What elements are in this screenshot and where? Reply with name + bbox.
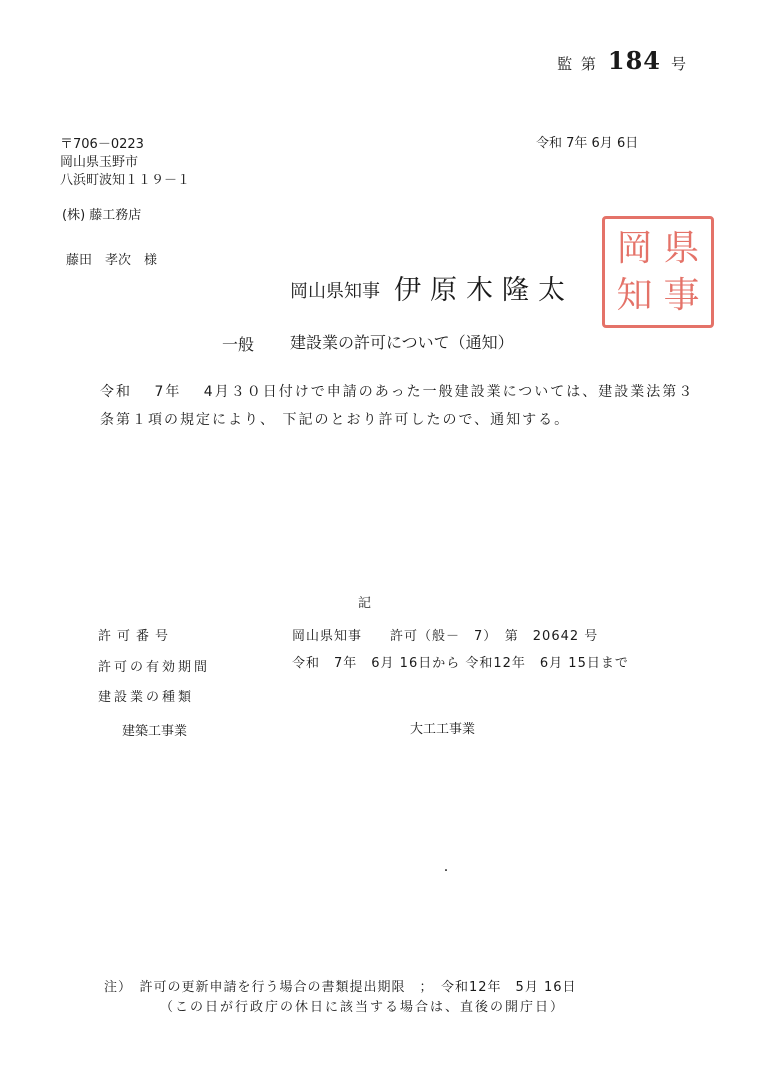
recipient-address [60, 136, 190, 190]
doc-number-value: 184 [607, 46, 661, 75]
license-type-label: 一般 [222, 335, 255, 354]
permit-number-value: 岡山県知事 許可（般－ 7） 第 20642 号 [292, 629, 599, 644]
company-name: (株) 藤工務店 [62, 208, 142, 223]
doc-number-prefix: 監 第 [557, 55, 598, 73]
ki-heading: 記 [358, 596, 372, 611]
seal-char: 岡 [616, 227, 653, 269]
subject-title: 建設業の許可について（通知） [290, 333, 514, 352]
stray-mark: ・ [441, 866, 451, 877]
recipient-name: 藤田 孝次 様 [66, 253, 158, 268]
body-text: 令和 7年 4月３０日付けで申請のあった一般建設業については、建設業法第３条第１項の規定により、 下記のとおり許可したので、通知する。 [100, 384, 695, 428]
document-number [557, 46, 688, 75]
note-deadline: 注） 許可の更新申請を行う場合の書類提出期限 ； 令和12年 5月 16日 [104, 980, 577, 995]
postal-code: 〒706－0223 [60, 137, 144, 152]
permit-number-label: 許可番号 [98, 629, 175, 644]
business-type-label: 建設業の種類 [98, 690, 195, 705]
doc-number-suffix: 号 [670, 55, 688, 73]
issue-date: 令和 7年 6月 6日 [536, 136, 639, 151]
issuer [290, 268, 574, 307]
note-holiday-clause: （この日が行政庁の休日に該当する場合は、直後の開庁日） [160, 1000, 566, 1015]
official-seal-stamp [602, 216, 714, 328]
issuer-name: 伊原木隆太 [394, 275, 574, 306]
issuer-title: 岡山県知事 [290, 281, 380, 302]
seal-char: 事 [663, 274, 700, 316]
seal-char: 知 [616, 274, 653, 316]
address-line-1: 岡山県玉野市 [60, 155, 139, 170]
seal-char: 県 [663, 227, 700, 269]
trade-item: 建築工事業 [122, 724, 188, 739]
trade-item: 大工工事業 [410, 722, 476, 737]
validity-label: 許可の有効期間 [98, 660, 211, 675]
validity-value: 令和 7年 6月 16日から 令和12年 6月 15日まで [292, 656, 629, 671]
address-line-2: 八浜町波知１１９－１ [60, 173, 191, 188]
